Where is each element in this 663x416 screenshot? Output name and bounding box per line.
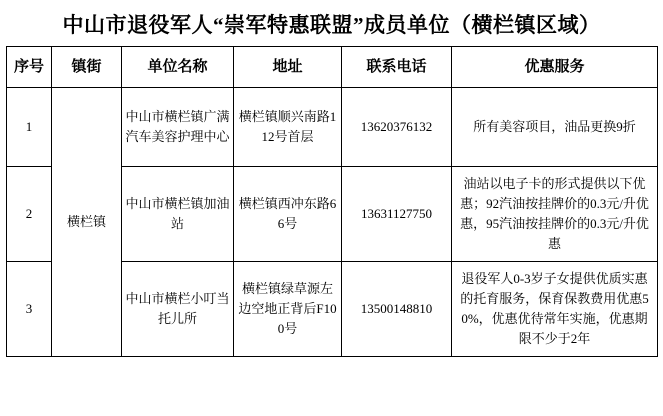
- cell-town-merged: 横栏镇: [52, 88, 122, 357]
- cell-address: 横栏镇绿草源左边空地正背后F100号: [234, 262, 342, 357]
- cell-address: 横栏镇西冲东路66号: [234, 167, 342, 262]
- cell-seq: 2: [7, 167, 52, 262]
- cell-service: 所有美容项目，油品更换9折: [452, 88, 658, 167]
- cell-phone: 13631127750: [342, 167, 452, 262]
- alliance-members-table: [6, 46, 658, 357]
- column-header-service: 优惠服务: [452, 47, 658, 88]
- cell-name: 中山市横栏镇广满汽车美容护理中心: [122, 88, 234, 167]
- cell-name: 中山市横栏小叮当托儿所: [122, 262, 234, 357]
- cell-phone: 13500148810: [342, 262, 452, 357]
- cell-service: 退役军人0-3岁子女提供优质实惠的托育服务，保育保教费用优惠50%，优惠优待常年实施，优惠期限不少于2年: [452, 262, 658, 357]
- column-header-phone: 联系电话: [342, 47, 452, 88]
- column-header-seq: 序号: [7, 47, 52, 88]
- table-header-row: [7, 47, 658, 88]
- cell-phone: 13620376132: [342, 88, 452, 167]
- column-header-address: 地址: [234, 47, 342, 88]
- column-header-town: 镇街: [52, 47, 122, 88]
- table-row: [7, 88, 658, 167]
- cell-seq: 1: [7, 88, 52, 167]
- cell-address: 横栏镇顺兴南路112号首层: [234, 88, 342, 167]
- column-header-name: 单位名称: [122, 47, 234, 88]
- cell-service: 油站以电子卡的形式提供以下优惠；92汽油按挂牌价的0.3元/升优惠，95汽油按挂牌价的0.3元/升优惠: [452, 167, 658, 262]
- cell-name: 中山市横栏镇加油站: [122, 167, 234, 262]
- cell-seq: 3: [7, 262, 52, 357]
- page-title: 中山市退役军人“崇军特惠联盟”成员单位（横栏镇区域）: [62, 13, 601, 37]
